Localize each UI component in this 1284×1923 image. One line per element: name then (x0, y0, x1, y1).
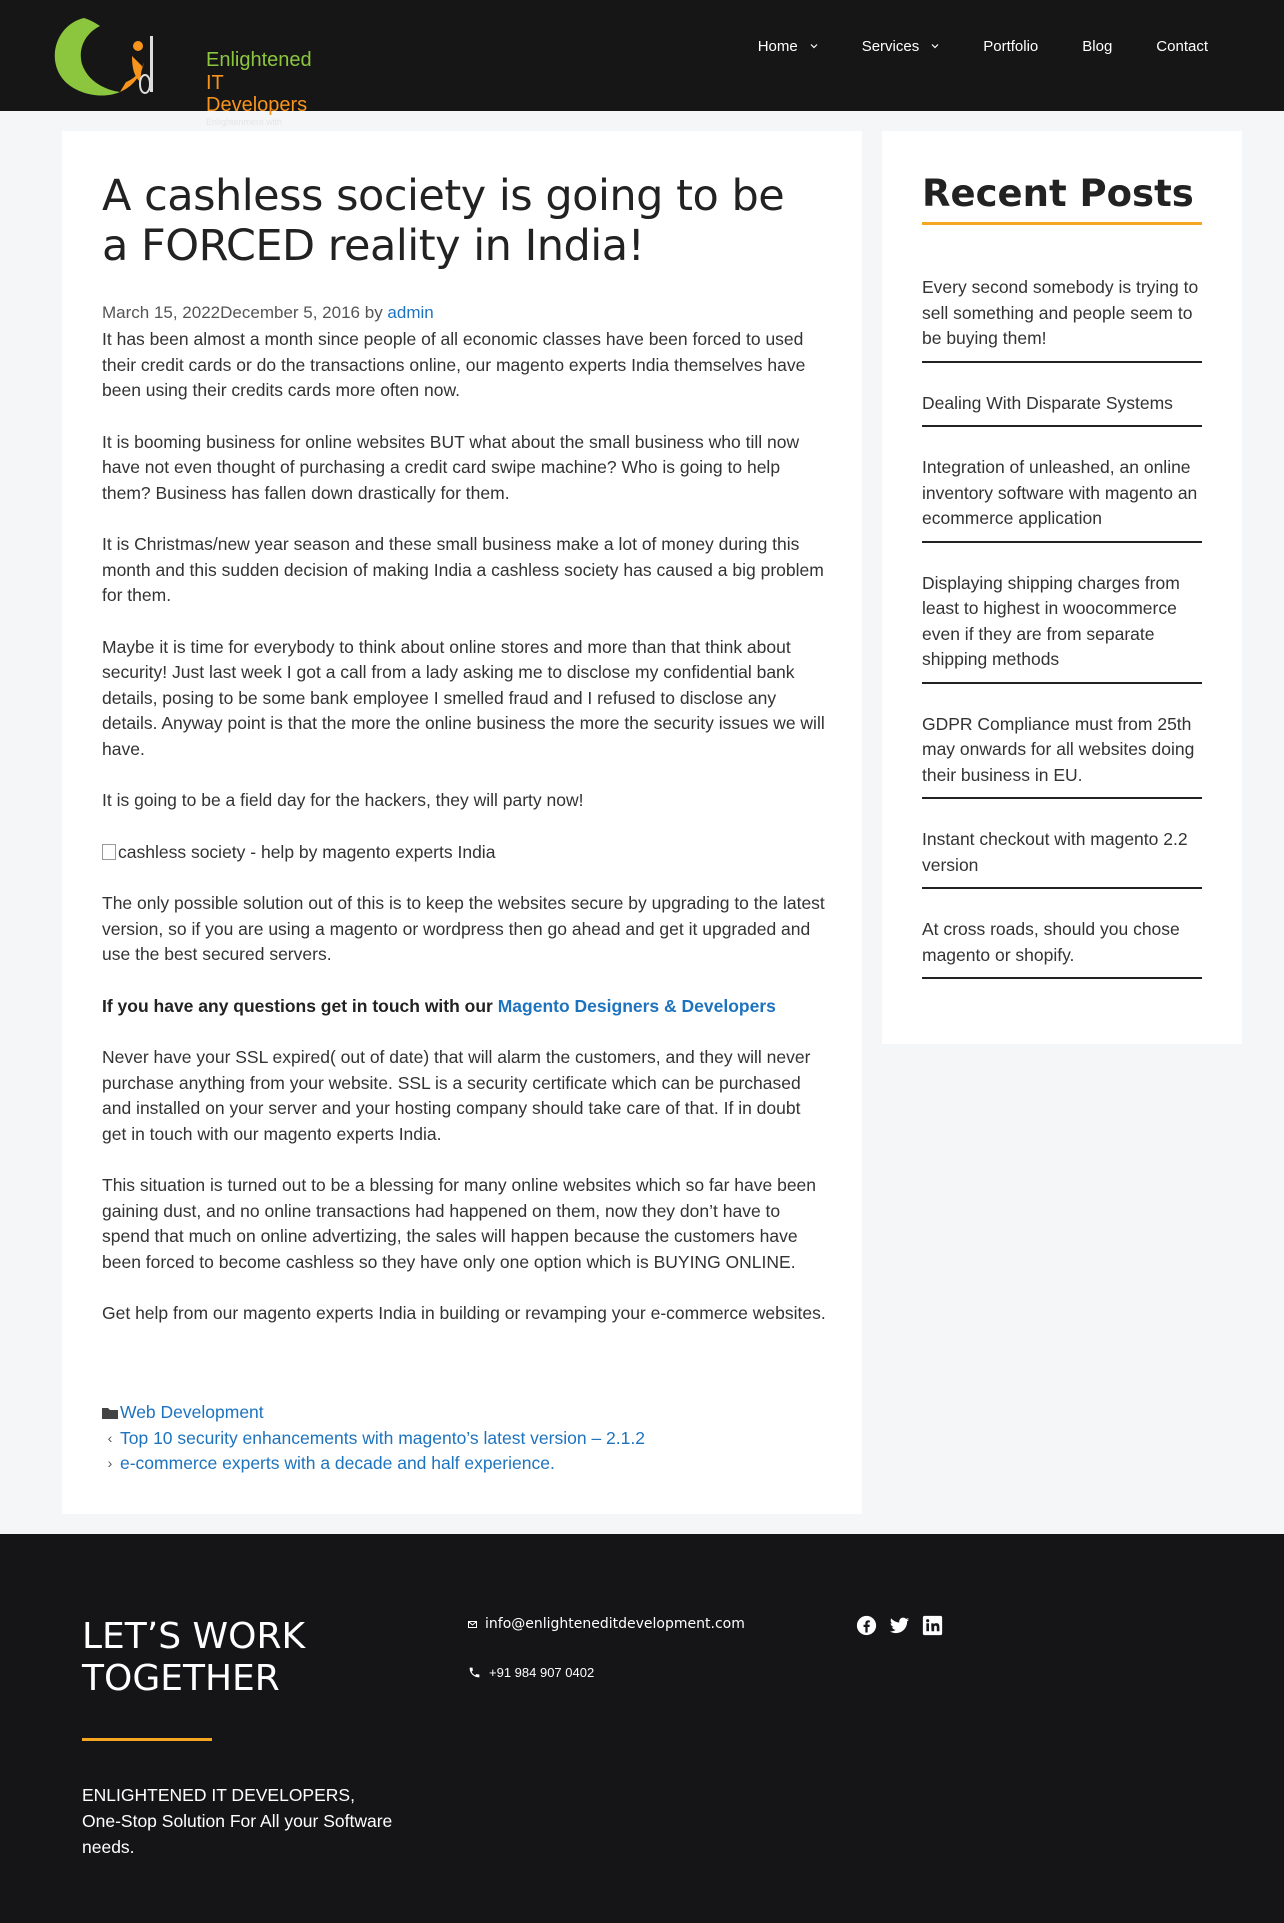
phone-icon (468, 1666, 481, 1679)
chevron-right-icon: › (107, 1455, 113, 1471)
nav-label: Services (861, 37, 920, 55)
recent-post-link[interactable]: GDPR Compliance must from 25th may onwards for all websites doing their business in EU. (922, 712, 1202, 800)
recent-posts-list (922, 275, 1202, 1007)
category-link[interactable]: Web Development (120, 1402, 264, 1422)
folder-icon (102, 1407, 118, 1419)
paragraph: It is going to be a field day for the hackers, they will party now! (102, 790, 584, 810)
main-nav (736, 34, 1230, 58)
post-date-updated: March 15, 2022 (102, 303, 221, 322)
social-links (856, 1615, 943, 1636)
recent-post-link[interactable]: Integration of unleashed, an online inventory software with magento an ecommerce application (922, 455, 1202, 543)
logo-line2: IT Developers (206, 72, 308, 116)
twitter-icon[interactable] (889, 1615, 910, 1636)
email-row[interactable] (468, 1614, 745, 1634)
broken-image-icon (102, 844, 116, 860)
chevron-down-icon (931, 42, 939, 50)
nav-item-home[interactable] (736, 34, 840, 58)
sidebar-title-underline (922, 222, 1202, 225)
next-post-link[interactable]: e-commerce experts with a decade and half experience. (120, 1453, 555, 1473)
chevron-left-icon: ‹ (107, 1429, 113, 1446)
paragraph: It has been almost a month since people of all economic classes have been forced to used their credit cards or do the transactions online, our magento experts India themselves have been using their credits cards more often now. (102, 329, 806, 400)
post-by: by (360, 303, 388, 322)
nav-item-blog[interactable] (1060, 34, 1134, 58)
site-header (0, 0, 1284, 127)
cta-link[interactable]: Magento Designers & Developers (497, 995, 776, 1016)
nav-label: Contact (1156, 37, 1208, 55)
post-category (102, 1400, 645, 1426)
phone-row[interactable] (468, 1662, 745, 1682)
broken-image (102, 840, 827, 866)
site-logo[interactable] (50, 8, 312, 127)
envelope-icon (468, 1621, 477, 1628)
post-date-published: December 5, 2016 (220, 303, 361, 322)
recent-post-link[interactable]: Displaying shipping charges from least to highest in woocommerce even if they are from separate shipping methods (922, 571, 1202, 684)
paragraph: The only possible solution out of this is to keep the websites secure by upgrading to the latest version, so if you are using a magento or wordpress then go ahead and get it upgraded and use the best secured servers. (102, 893, 825, 964)
footer-company (82, 1782, 412, 1860)
author-link[interactable]: admin (387, 303, 434, 322)
recent-post-link[interactable]: Instant checkout with magento 2.2 version (922, 827, 1202, 889)
sidebar (882, 131, 1242, 1044)
nav-label: Portfolio (983, 37, 1039, 55)
email-text: info@enlighteneditdevelopment.com (485, 1616, 745, 1632)
recent-post-link[interactable]: At cross roads, should you chose magento or shopify. (922, 917, 1202, 979)
cta-paragraph (102, 994, 827, 1020)
cta-text: If you have any questions get in touch with our (102, 995, 498, 1016)
post-footer (102, 1400, 645, 1477)
paragraph: This situation is turned out to be a blessing for many online websites which so far have been gaining dust, and no online transactions had happened on them, now they don’t have to spend that much on online advertizing, the sales will happen because the customers have been forced to become cashless so they have only one option which is BUYING ONLINE. (102, 1175, 817, 1272)
recent-post-link[interactable]: Dealing With Disparate Systems (922, 391, 1202, 428)
nav-item-services[interactable] (840, 34, 962, 58)
paragraph: Maybe it is time for everybody to think about online stores and more than that think about security! Just last week I got a call from a lady asking me to disclose my confidential bank details, posing to be some bank employee I smelled fraud and I refused to disclose any details. Anyway point is that the more the online business the more the security issues we will have. (102, 636, 825, 759)
site-footer (0, 1534, 1284, 1923)
phone-text: +91 984 907 0402 (489, 1664, 595, 1680)
article-card (62, 131, 862, 1514)
prev-post-link[interactable]: Top 10 security enhancements with magento’s latest version – 2.1.2 (120, 1427, 645, 1448)
image-alt-text: cashless society - help by magento experts India (118, 841, 496, 862)
nav-label: Blog (1082, 37, 1113, 55)
linkedin-icon[interactable] (922, 1615, 943, 1636)
nav-item-portfolio[interactable] (961, 34, 1060, 58)
facebook-icon[interactable] (856, 1615, 877, 1636)
footer-heading: LET’S WORK TOGETHER (82, 1616, 306, 1699)
logo-swoosh-icon (50, 8, 170, 104)
recent-post-link[interactable]: Every second somebody is trying to sell something and people seem to be buying them! (922, 275, 1202, 363)
footer-contact (468, 1614, 745, 1682)
footer-heading-underline (82, 1738, 212, 1741)
paragraph: It is booming business for online websites BUT what about the small business who till now have not even thought of purchasing a credit card swipe machine? Who is going to help them? Business has fallen down drastically for them. (102, 431, 800, 503)
logo-line1: Enlightened (206, 49, 312, 71)
sidebar-title: Recent Posts (922, 172, 1194, 215)
paragraph: Never have your SSL expired( out of date) that will alarm the customers, and they will never purchase anything from your website. SSL is a security certificate which can be purchased and installed on your server and your hosting company should take care of that. If in doubt get in touch with our magento experts India. (102, 1047, 811, 1144)
post-meta (102, 303, 434, 323)
post-title: A cashless society is going to be a FORCED reality in India! (102, 171, 785, 271)
logo-tagline: Enlightenment with (206, 117, 283, 127)
nav-label: Home (757, 37, 798, 55)
company-tagline: One-Stop Solution For All your Software needs. (82, 1811, 393, 1857)
logo-text (206, 48, 312, 140)
company-name: ENLIGHTENED IT DEVELOPERS, (82, 1785, 355, 1805)
next-post-nav (102, 1451, 645, 1477)
nav-item-contact[interactable] (1134, 34, 1230, 58)
prev-post-nav (102, 1426, 645, 1452)
post-content (102, 327, 827, 1353)
paragraph: It is Christmas/new year season and these small business make a lot of money during this month and this sudden decision of making India a cashless society has caused a big problem for them. (102, 534, 824, 605)
paragraph: Get help from our magento experts India in building or revamping your e-commerce websites. (102, 1303, 826, 1323)
chevron-down-icon (810, 42, 818, 50)
